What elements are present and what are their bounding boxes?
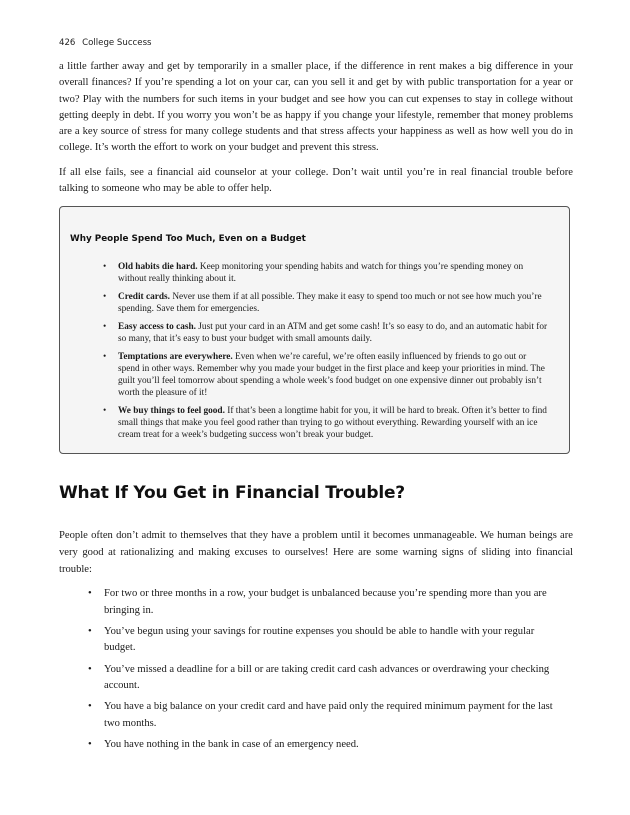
warning-sign-item xyxy=(88,737,568,754)
body-paragraph-1: a little farther away and get by temporarily in a smaller place, if the difference in rent makes a big difference in your overall finances? If you’re spending a lot on your car, can you sell it and get by with public transportation for a year or two? Play with the numbers for such items in your budget and see how you can cut expenses to stay in college without getting deeply in debt. If you worry you won’t be as happy if you change your lifestyle, remember that money problems are a key source of stress for many college students and that stress affects your happiness as well as how well you do in college. It’s worth the effort to work on your budget and prevent this stress. xyxy=(59,61,573,154)
list-item-lead: Old habits die hard. xyxy=(118,262,198,272)
list-item-text: Never use them if at all possible. They make it easy to spend too much or not see how much you’re spending. Save them for emergencies. xyxy=(118,291,542,315)
warning-sign-item xyxy=(88,699,568,732)
list-item-text: Just put your card in an ATM and get some cash! It’s so easy to do, and an automatic habit for so many, that it’s easy to bust your budget with small amounts daily. xyxy=(118,321,548,345)
warning-sign-text: You have a big balance on your credit card and have paid only the required minimum payment for the last two months. xyxy=(104,701,553,729)
book-title: College Success xyxy=(82,38,152,48)
bullet-icon: • xyxy=(88,625,92,637)
list-item-text: If that’s been a longtime habit for you, it will be hard to break. Often it’s better to find small things that make you feel good rather than trying to go without everything. Rewarding yourself with an ice cream treat for a week’s budgeting success won’t break your budget. xyxy=(118,406,547,441)
feature-box-list xyxy=(100,261,550,447)
list-item xyxy=(100,261,550,285)
bullet-icon: • xyxy=(88,739,92,751)
bullet-icon: • xyxy=(103,351,107,362)
warning-sign-text: You’ve missed a deadline for a bill or are taking credit card cash advances or overdrawing your checking account. xyxy=(104,663,550,692)
body-paragraph-3: People often don’t admit to themselves that they have a problem until it becomes unmanageable. We human beings are very good at rationalizing and making excuses to ourselves! Here are some warning signs of sliding into financial trouble: xyxy=(59,530,573,575)
bullet-icon: • xyxy=(103,291,107,302)
bullet-icon: • xyxy=(88,663,92,675)
section-heading: What If You Get in Financial Trouble? xyxy=(59,483,405,503)
warning-sign-text: You’ve begun using your savings for routine expenses you should be able to handle with your regular budget. xyxy=(104,625,535,654)
warning-sign-item xyxy=(88,624,568,657)
body-paragraph-2: If all else fails, see a financial aid counselor at your college. Don’t wait until you’re in real financial trouble before talking to someone who may be able to offer help. xyxy=(59,167,573,195)
warning-signs-list xyxy=(88,586,568,758)
list-item-lead: We buy things to feel good. xyxy=(118,406,225,417)
feature-box xyxy=(59,206,570,454)
warning-sign-text: For two or three months in a row, your budget is unbalanced because you’re spending more than you are bringing in. xyxy=(104,588,547,616)
bullet-icon: • xyxy=(103,262,107,272)
list-item xyxy=(100,291,550,315)
warning-sign-item xyxy=(88,662,568,695)
bullet-icon: • xyxy=(88,588,92,599)
page-number: 426 xyxy=(59,38,76,48)
warning-sign-item xyxy=(88,586,568,619)
list-item-lead: Temptations are everywhere. xyxy=(118,351,233,362)
bullet-icon: • xyxy=(88,701,92,713)
list-item-text: Keep monitoring your spending habits and watch for things you’re spending money on without really thinking about it. xyxy=(118,262,524,285)
list-item xyxy=(100,321,550,345)
bullet-icon: • xyxy=(103,406,107,417)
page-header xyxy=(59,38,152,48)
list-item-lead: Credit cards. xyxy=(118,291,170,302)
feature-box-title: Why People Spend Too Much, Even on a Budget xyxy=(70,234,306,244)
list-item xyxy=(100,405,550,442)
list-item xyxy=(100,351,550,400)
list-item-text: Even when we’re careful, we’re often easily influenced by friends to go out or spend in other ways. Remember why you made your budget in the first place and keep your priorities in mind. The guilt you’ll feel tomorrow about spending a whole week’s food budget on one expensive dinner out probably isn’t worth the pleasure of it! xyxy=(118,351,545,399)
bullet-icon: • xyxy=(103,321,107,332)
list-item-lead: Easy access to cash. xyxy=(118,321,196,332)
warning-sign-text: You have nothing in the bank in case of an emergency need. xyxy=(104,739,359,751)
